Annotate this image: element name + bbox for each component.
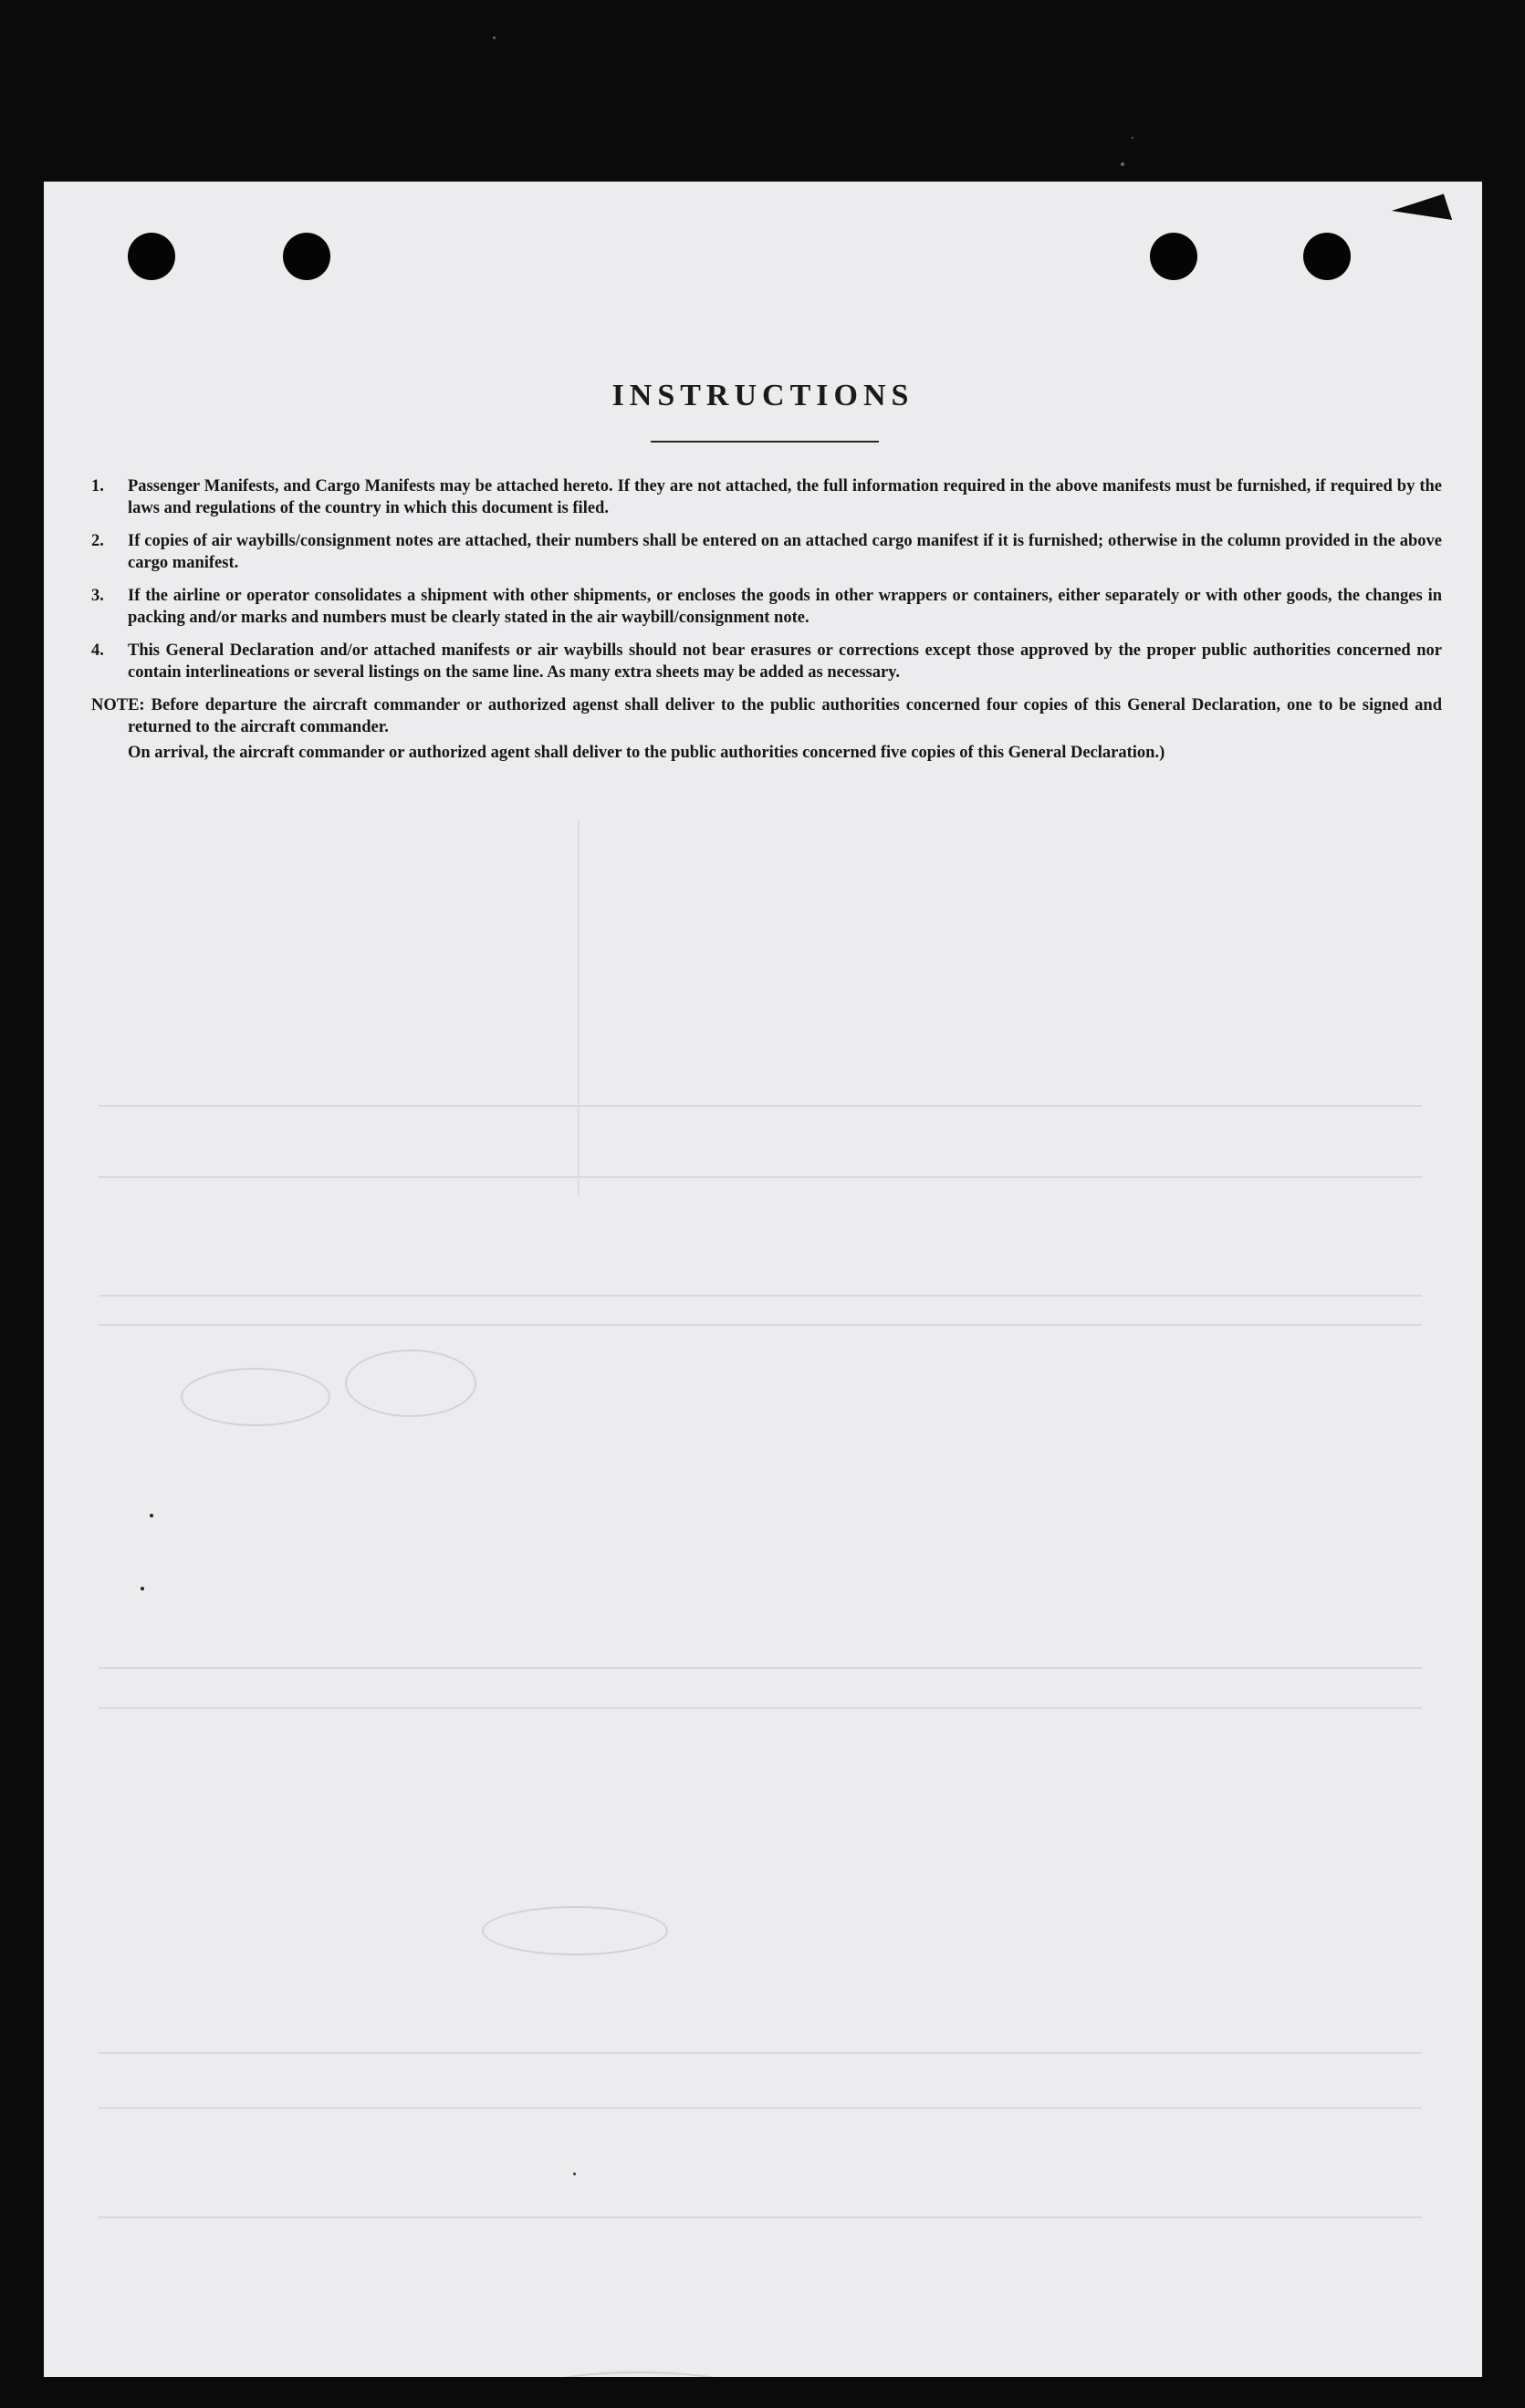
instruction-text: If the airline or operator consolidates a shipment with other shipments, or encloses the goods in other wrappers or containers, either separately or with other goods, the changes in packing and/or marks and numbers must be clearly stated in the air waybill/consignment note. [128, 587, 1442, 627]
instruction-item [91, 475, 1442, 519]
page-title: INSTRUCTIONS [611, 379, 914, 412]
title-underline [651, 441, 879, 443]
bleed-through-rule [99, 2107, 1422, 2109]
bleed-through-rule [99, 1105, 1422, 1107]
paper-speck [150, 1514, 153, 1517]
bleed-through-rule [99, 1707, 1422, 1709]
bleed-through-signature [345, 1350, 476, 1417]
scan-speck [1121, 162, 1124, 166]
instruction-text: This General Declaration and/or attached manifests or air waybills should not bear erasures or corrections except those approved by the proper public authorities concerned nor contain interlineations or several listings on the same line. As many extra sheets may be added as necessary. [128, 641, 1442, 682]
instruction-item [91, 530, 1442, 574]
instruction-number: 4. [91, 641, 104, 660]
bleed-through-signature [482, 1906, 668, 1955]
bleed-through-rule [99, 1295, 1422, 1297]
document-page [44, 182, 1482, 2377]
paper-speck [141, 1587, 144, 1590]
punch-hole [128, 233, 175, 280]
instructions-list [91, 475, 1442, 764]
instruction-text: Passenger Manifests, and Cargo Manifests may be attached hereto. If they are not attached, the full information required in the above manifests must be furnished, if required by the laws and regulations of the country in which this document is filed. [128, 477, 1442, 517]
note-block [91, 694, 1442, 764]
instruction-item [91, 640, 1442, 683]
punch-hole [1150, 233, 1197, 280]
torn-corner [1392, 193, 1452, 236]
note-paragraph [91, 694, 1443, 738]
instruction-number: 1. [91, 477, 104, 495]
punch-hole [1303, 233, 1351, 280]
scan-speck [493, 36, 496, 39]
instruction-number: 3. [91, 587, 104, 605]
instruction-text: If copies of air waybills/consignment notes are attached, their numbers shall be entered on an attached cargo manifest if it is furnished; otherwise in the column provided in the above cargo manifest. [128, 532, 1442, 572]
note-label: NOTE: [91, 696, 145, 714]
bleed-through-signature [181, 1368, 330, 1426]
instruction-item [91, 585, 1442, 629]
punch-hole [283, 233, 330, 280]
bleed-through-rule [578, 820, 580, 1194]
bleed-through-signature [518, 2372, 759, 2377]
scan-speck [1132, 137, 1133, 139]
bleed-through-rule [99, 2216, 1422, 2218]
instruction-number: 2. [91, 532, 104, 550]
note-paragraph: On arrival, the aircraft commander or authorized agent shall deliver to the public authorities concerned five copies of this General Declaration.) [128, 744, 1165, 762]
note-text: Before departure the aircraft commander or authorized agenst shall deliver to the public authorities concerned four copies of this General Declaration, one to be signed and returned to the aircraft commander. [128, 696, 1443, 736]
bleed-through-rule [99, 2052, 1422, 2054]
bleed-through-rule [99, 1667, 1422, 1669]
bleed-through-rule [99, 1176, 1422, 1178]
paper-speck [573, 2173, 576, 2175]
bleed-through-rule [99, 1324, 1422, 1326]
